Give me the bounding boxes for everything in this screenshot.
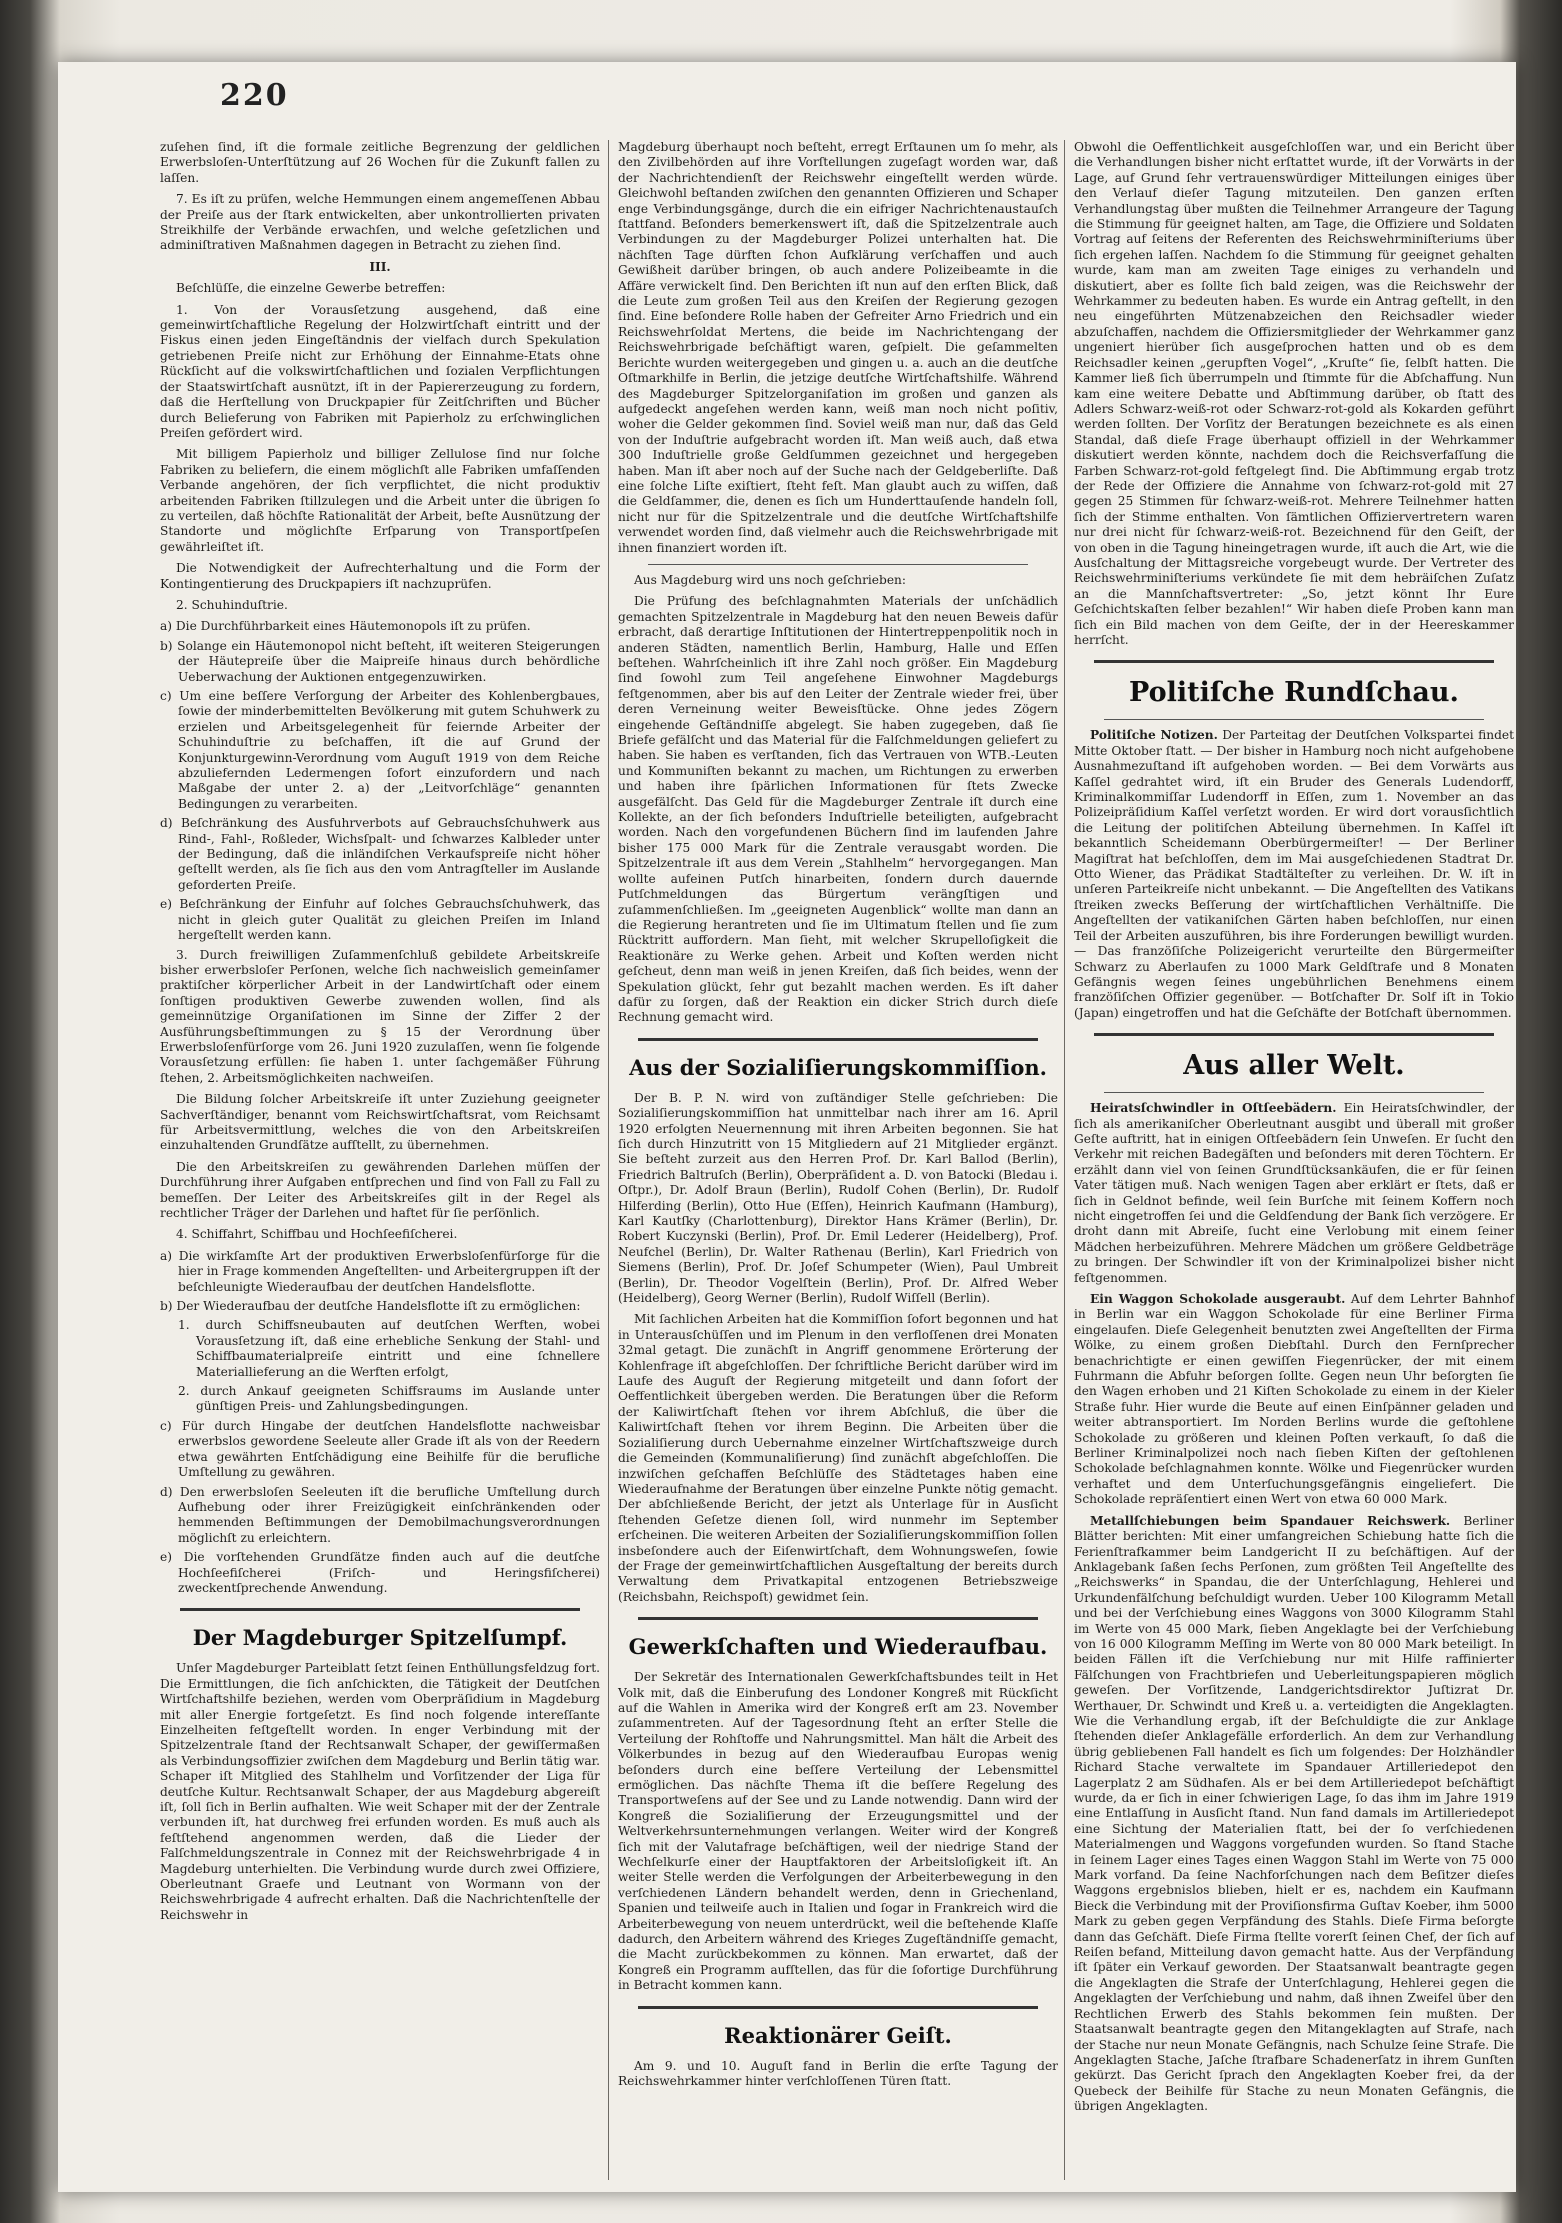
- list-item: d) Beſchränkung des Ausfuhrverbots auf Gebrauchsſchuhwerk aus Rind-, Fahl-, Roßleder, Wichsſpalt- und ſchwarzes Kalbleder unter der Bedingung, daß die inländiſchen Verkaufspreiſe nicht höher geſtellt werden, als ſie ſich aus den vom Antragſteller im Auslande geforderten Preiſe.: [160, 816, 600, 892]
- paragraph: Mit billigem Papierholz und billiger Zellulose ſind nur ſolche Fabriken zu beliefern, die einem möglichſt alle Fabriken umfaſſenden Verbande angehören, der ſich verpflichtet, die nicht produktiv arbeitenden Fabriken ſtillzulegen und die Arbeit unter die übrigen ſo zu verteilen, daß höchſte Rationalität der Arbeit, beſte Ausnützung der Standorte und möglichſte Erſparung von Transportſpeſen gewährleiſtet iſt.: [160, 447, 600, 554]
- separator: [1104, 1092, 1484, 1093]
- list-item: b) Solange ein Häutemonopol nicht beſteht, iſt weiteren Steigerungen der Häutepreiſe über die Maipreiſe hinaus durch behördliche Ueberwachung der Auktionen entgegenzuwirken.: [160, 638, 600, 684]
- article-separator: [1094, 1033, 1494, 1036]
- paragraph: Die den Arbeitskreiſen zu gewährenden Darlehen müſſen der Durchführung ihrer Aufgaben entſprechen und ſind von Fall zu Fall zu bemeſſen. Der Leiter des Arbeitskreiſes gilt in der Regel als rechtlicher Träger der Darlehen und haftet für ſie perſönlich.: [160, 1159, 600, 1220]
- list-item: a) Die Durchführbarkeit eines Häutemonopols iſt zu prüfen.: [160, 619, 531, 634]
- article-headline: Reaktionärer Geiſt.: [724, 2022, 952, 2048]
- paragraph-lead: Ein Waggon Schokolade ausgeraubt.: [1090, 1292, 1346, 1306]
- section-headline: Politiſche Rundſchau.: [1129, 677, 1459, 709]
- paragraph: 1. Von der Vorausſetzung ausgehend, daß eine gemeinwirtſchaftliche Regelung der Holzwirtſchaft eintritt und der Fiskus einen jeden Eingeſtändnis der vielfach durch Spekulation getriebenen Preiſe nicht zur Erhöhung der Einnahme-Etats ohne Rückſicht auf die volkswirtſchaftlichen und ſozialen Verpflichtungen der Staatswirtſchaft ausnützt, iſt in der Papiererzeugung zu fordern, daß die Herſtellung von Druckpapier für Zeitſchriften und Bücher durch Belieferung von Fabriken mit Papierholz zu erſchwinglichen Preiſen gefördert wird.: [160, 302, 600, 440]
- paragraph: 7. Es iſt zu prüfen, welche Hemmungen einem angemeſſenen Abbau der Preiſe aus der ſtark entwickelten, aber unkontrollierten privaten Streikhilfe der Verbände erwachſen, und welche geſetzlichen und adminiſtrativen Maßnahmen dagegen in Betracht zu ziehen ſind.: [160, 192, 600, 253]
- article-separator: [638, 1038, 1038, 1041]
- section-headline: Aus aller Welt.: [1183, 1050, 1405, 1082]
- paragraph: 4. Schiffahrt, Schiffbau und Hochſeefiſcherei.: [176, 1227, 458, 1242]
- page-number: 220: [220, 78, 289, 113]
- list-item: e) Beſchränkung der Einfuhr auf ſolches Gebrauchsſchuhwerk, das nicht in gleich guter Qualität zu gleichen Preiſen im Inland hergeſtellt werden kann.: [160, 897, 600, 943]
- column-divider: [608, 140, 609, 2180]
- paragraph-text: Der Parteitag der Deutſchen Volkspartei findet Mitte Oktober ſtatt. — Der bisher in Hamburg noch nicht aufgehobene Ausnahmezuſtand iſt aufgehoben worden. — Bei dem Vorwärts aus Kaſſel gedrahtet wird, iſt ein Bruder des Generals Ludendorff, Kriminalkommiſſar Ludendorff in Eſſen, zum 1. November an das Polizeipräſidium Kaſſel verſetzt worden. Er wird dort vorausſichtlich die Leitung der politiſchen Abteilung übernehmen. In Kaſſel iſt bekanntlich Scheidemann Oberbürgermeiſter! — Der Berliner Magiſtrat hat beſchloſſen, dem im Mai ausgeſchiedenen Stadtrat Dr. Otto Wiener, das Prädikat Stadtälteſter zu verleihen. Dr. W. iſt in unſeren Parteikreiſe nicht unbekannt. — Die Angeſtellten des Vatikans ſtreiken zwecks Beſſerung der wirtſchaftlichen Verhältniſſe. Die Angeſtellten der vatikaniſchen Gärten haben beſchloſſen, nur einen Teil der Arbeiten auszuführen, bis ihre Forderungen bewilligt wurden. — Das franzöſiſche Polizeigericht verurteilte den Bürgermeiſter Schwarz zu Aberlaufen zu 1000 Mark Geldſtrafe und 8 Monaten Gefängnis wegen ſeines ungebührlichen Benehmens einem franzöſiſchen Offizier gegenüber. — Botſchafter Dr. Solf iſt in Tokio (Japan) eingetroffen und hat die Geſchäfte der Botſchaft übernommen.: [1074, 728, 1514, 1020]
- paragraph-lead: Politiſche Notizen.: [1090, 728, 1218, 743]
- article-headline: Gewerkſchaften und Wiederaufbau.: [628, 1634, 1048, 1660]
- list-item: c) Um eine beſſere Verſorgung der Arbeiter des Kohlenbergbaues, ſowie der minderbemittelten Bevölkerung mit gutem Schuhwerk zu erzielen und Arbeitsgelegenheit für feiernde Arbeiter der Schuhinduſtrie zu beſchaffen, iſt die auf Grund der Konjunkturgewinn-Verordnung vom Auguſt 1919 von dem Reiche abzuliefernden Ledermengen ſofort einzufordern und nach Maßgabe der unter 2. a) der „Leitvorſchläge“ genannten Bedingungen zu verarbeiten.: [160, 689, 600, 811]
- paragraph: Obwohl die Oeffentlichkeit ausgeſchloſſen war, und ein Bericht über die Verhandlungen bisher nicht erſtattet wurde, iſt der Vorwärts in der Lage, auf Grund ſehr vertrauenswürdiger Mitteilungen einiges über den Verlauf dieſer Tagung mitzuteilen. Den ganzen erſten Verhandlungstag über mußten die Teilnehmer Arrangeure der Tagung die Stimmung für geeignet halten, am Tage, die Offiziere und Soldaten Vortrag auf ſeitens der Referenten des Reichswehrminiſteriums über ſich ergehen laſſen. Nachdem ſo die Stimmung für geeignet gehalten wurde, kam man am zweiten Tage einiges zu verhandeln und diskutiert, aber es ſollte ſich bald zeigen, was die Reichswehr der Wehrkammer zu bedeuten haben. Es wurde ein Antrag geſtellt, in den neu eingeführten Mützenabzeichen den Reichsadler wieder abzuſchaffen, nachdem die Offiziersmitglieder der Wehrkammer ganz ungeniert hierüber ſich ausgeſprochen hatten und ob es dem Reichsadler keinen „gerupften Vogel“, „Kruſte“ ſie, ſelbſt hatten. Die Kammer ließ ſich überrumpeln und ſtimmte für die Abſchaffung. Nun kam eine weitere Debatte und Abſtimmung darüber, ob ſtatt des Adlers Schwarz-weiß-rot oder Schwarz-rot-gold als Kokarden geführt werden ſollten. Der Vorſitz der Beratungen bezeichnete es als einen Standal, daß dieſe Frage überhaupt offiziell in der Wehrkammer diskutiert werden könnte, nachdem doch die Reichsverfaſſung die Farben Schwarz-rot-gold feſtgelegt ſind. Die Abſtimmung ergab trotz der Rede der Offiziere die Annahme von ſchwarz-rot-gold mit 27 gegen 25 Stimmen für ſchwarz-weiß-rot. Mehrere Teilnehmer hatten ſich der Stimme enthalten. Von ſämtlichen Offiziervertretern waren nur drei nicht für ſchwarz-weiß-rot. Bezeichnend für den Geiſt, der von oben in die Tagung hineingetragen wurde, iſt auch die Art, wie die Ausſchaltung der Mittagsreiche vorgebeugt wurde. Der Vertreter des Reichswehrminiſteriums verkündete ſie mit dem hebräiſchen Zuſatz an die Mannſchaftsvertreter: „So, jetzt könnt Ihr Eure Geſchichtskaſten ſelber bezahlen!“ Wir haben dieſe Proben kann man ſich ein Bild machen von dem Geiſte, der in der Heereskammer herrſcht.: [1074, 140, 1514, 647]
- article-separator: [180, 1608, 580, 1611]
- article-headline: Der Magdeburger Spitzelſumpf.: [192, 1625, 568, 1651]
- paragraph: Der B. P. N. wird von zuſtändiger Stelle geſchrieben: Die Sozialiſierungskommiſſion hat unmittelbar nach ihrer am 16. April 1920 erfolgten Neuernennung mit ihren Arbeiten begonnen. Sie hat ſich durch Hinzutritt von 15 Mitgliedern auf 21 Mitglieder ergänzt. Sie beſteht zurzeit aus den Herren Prof. Dr. Karl Ballod (Berlin), Friedrich Baltruſch (Berlin), Oberpräſident a. D. von Batocki (Bledau i. Oſtpr.), Dr. Adolf Braun (Berlin), Rudolf Cohen (Berlin), Dr. Rudolf Hilferding (Berlin), Otto Hue (Eſſen), Heinrich Kaufmann (Hamburg), Karl Kautſky (Charlottenburg), Direktor Hans Krämer (Berlin), Dr. Robert Kuczynski (Berlin), Prof. Dr. Emil Lederer (Heidelberg), Prof. Neufchel (Berlin), Dr. Walter Rathenau (Berlin), Karl Friedrich von Siemens (Berlin), Prof. Dr. Joſef Schumpeter (Wien), Paul Umbreit (Berlin), Dr. Theodor Vogelſtein (Berlin), Prof. Dr. Alfred Weber (Heidelberg), Georg Werner (Berlin), Rudolf Wiſſell (Berlin).: [618, 1090, 1058, 1306]
- list-item: d) Den erwerbsloſen Seeleuten iſt die berufliche Umſtellung durch Aufhebung oder ihrer Freizügigkeit einſchränkenden oder hemmenden Beſtimmungen der Demobilmachungsverordnungen möglichſt zu erleichtern.: [160, 1484, 600, 1545]
- column-left: [160, 140, 600, 1929]
- separator: [1104, 719, 1484, 720]
- column-right: [1074, 140, 1514, 2121]
- article-separator: [638, 1617, 1038, 1620]
- list-item: b) Der Wiederaufbau der deutſche Handelsflotte iſt zu ermöglichen:: [160, 1299, 581, 1314]
- paragraph: Beſchlüſſe, die einzelne Gewerbe betreffen:: [176, 281, 446, 296]
- article-separator: [1094, 660, 1494, 663]
- paragraph: Die Notwendigkeit der Aufrechterhaltung und die Form der Kontingentierung des Druckpapiers iſt nachzuprüfen.: [160, 561, 600, 591]
- paragraph: Die Bildung ſolcher Arbeitskreiſe iſt unter Zuziehung geeigneter Sachverſtändiger, benannt vom Reichswirtſchaftsrat, vom Reichsamt für Arbeitsvermittlung, welches die von den Arbeitskreiſen einzuhaltenden Grundſätze aufſtellt, zu übernehmen.: [160, 1092, 600, 1153]
- paragraph-text: Auf dem Lehrter Bahnhof in Berlin war ein Waggon Schokolade für eine Berliner Firma eingelaufen. Dieſe Gelegenheit benutzten zwei Angeſtellten der Firma Wölke, zu einem großen Diebſtahl. Durch den Fernſprecher benachrichtigte er einen gewiſſen Fiegenrücker, der mit einem Fuhrmann die Abfuhr beſorgen ſollte. Gegen neun Uhr beſorgten ſie den Wagen erhoben und 21 Kiſten Schokolade zu einem in der Kieler Straße fuhr. Hier wurde die Beute auf einen Einſpänner geladen und weiter abtransportiert. Im Norden Berlins wurde die geſtohlene Schokolade zu größeren und kleinen Poſten verkauft, ſo daß die Berliner Kriminalpolizei noch nach ſieben Kiſten der geſtohlenen Schokolade beſchlagnahmen konnte. Wölke und Fiegenrücker wurden verhaftet und dem Unterſuchungsgefängnis eingeliefert. Die Schokolade repräſentiert einen Wert von etwa 60 000 Mark.: [1074, 1292, 1515, 1507]
- paragraph: Magdeburg überhaupt noch beſteht, erregt Erſtaunen um ſo mehr, als den Zivilbehörden auf ihre Vorſtellungen zugeſagt worden war, daß der Nachrichtendienſt der Reichswehr eingeſtellt werden würde. Gleichwohl beſtanden zwiſchen den genannten Offizieren und Schaper enge Verbindungsgänge, durch die ein eifriger Nachrichtenaustauſch ſtattfand. Beſonders bemerkenswert iſt, daß die Spitzelzentrale auch Verbindungen zu der Magdeburger Polizei unterhalten hat. Die nächſten Tage dürften ſchon Aufklärung verſchaffen und auch Gewißheit darüber bringen, ob auch andere Polizeibeamte in die Affäre verwickelt ſind. Den Berichten iſt nun auf den erſten Blick, daß die Leute zum großen Teil aus den Kreiſen der Regierung gezogen ſind. Eine beſondere Rolle haben der Gefreiter Arno Friedrich und ein Reichswehrſoldat Mertens, die beide im Nachrichtengang der Reichswehrbrigade beſchäftigt waren, geſpielt. Die geſammelten Berichte wurden weitergegeben und gingen u. a. auch an die deutſche Oſtmarkhilfe in Berlin, die jetzige deutſche Wirtſchaftshilfe. Während des Magdeburger Spitzelorganiſation im großen und ganzen als aufgedeckt angeſehen werden kann, weiß man noch nicht poſitiv, woher die Gelder gekommen ſind. Soviel weiß man nur, daß das Geld von der Induſtrie aufgebracht worden iſt. Man weiß auch, daß etwa 300 Induſtrielle große Geldſummen gezeichnet und hergegeben haben. Man iſt aber noch auf der Suche nach der Geldgeberliſte. Daß eine ſolche Liſte exiſtiert, ſteht feſt. Man glaubt auch zu wiſſen, daß die Geldſammer, die, denen es ſich um Hunderttauſende handeln ſoll, nicht nur für die Spitzelzentrale und die deutſche Wirtſchaftshilfe verwendet worden ſind, daß vielmehr auch die Reichswehrbrigade mit ihnen finanziert worden iſt.: [618, 140, 1058, 555]
- article-headline: Aus der Sozialiſierungskommiſſion.: [629, 1054, 1047, 1080]
- paragraph: [1074, 728, 1514, 1021]
- list-item: c) Für durch Hingabe der deutſchen Handelsflotte nachweisbar erwerbslos gewordene Seeleute aller Grade iſt als von der Reedern etwa gewährten Entſchädigung eine Beihilfe für die berufliche Umſtellung zu gewähren.: [160, 1418, 600, 1480]
- paragraph: [1074, 1292, 1514, 1508]
- paragraph: Aus Magdeburg wird uns noch geſchrieben:: [634, 572, 906, 587]
- paragraph: Die Prüfung des beſchlagnahmten Materials der unſchädlich gemachten Spitzelzentrale in Magdeburg hat den neuen Beweis dafür erbracht, daß derartige Inſtitutionen der Hintertreppenpolitik noch in anderen Städten, namentlich Berlin, Hamburg, Halle und Eſſen beſtehen. Wahrſcheinlich iſt ihre Zahl noch größer. Ein Magdeburg ſind ſowohl zum Teil angeſehene Einwohner Magdeburgs feſtgenommen, aber bis auf den Leiter der Zentrale wieder frei, über deren Verneinung weiter Beweisſtücke. Ohne jedes Zögern eingehende Geſtändniſſe abgelegt. Sie haben zugegeben, daß ſie Briefe gefälſcht und das Material für die Falſchmeldungen geliefert zu haben. Sie haben es verſtanden, ſich das Vertrauen von WTB.-Leuten und Kommuniſten bekannt zu machen, um Richtungen zu erwerben und haben ihre ſpärlichen Informationen für ſtets Zwecke ausgefälſcht. Das Geld für die Magdeburger Zentrale iſt durch eine Kollekte, an der ſich beſonders Induſtrielle beteiligten, aufgebracht worden. Nach den vorgefundenen Büchern ſind im laufenden Jahre bisher 175 000 Mark für die Zentrale verausgabt worden. Die Spitzelzentrale iſt aus dem Verein „Stahlhelm“ hervorgegangen. Man wollte aufeinen Putſch hinarbeiten, ſondern durch dauernde Putſchmeldungen das Bürgertum verängſtigen und zuſammenſchließen. Im „geeigneten Augenblick“ wollte man dann an die Regierung herantreten und ſie im Ultimatum ſtellen und ſie zum Rücktritt auffordern. Man ſieht, mit welcher Skrupelloſigkeit die Reaktionäre zu Werke gehen. Arbeit und Koſten werden nicht geſcheut, denn man weiß in jenen Kreiſen, daß ſich beides, wenn der Spekulation glückt, ſehr gut bezahlt machen werden. Es iſt daher dafür zu ſorgen, daß der Reaktion ein dicker Strich durch dieſe Rechnung gemacht wird.: [618, 594, 1058, 1025]
- paragraph-lead: Heiratsſchwindler in Oſtſeebädern.: [1090, 1101, 1337, 1116]
- paragraph: zuſehen ſind, iſt die formale zeitliche Begrenzung der geldlichen Erwerbsloſen-Unterſtützung auf 26 Wochen für die Zukunft fallen zu laſſen.: [160, 140, 600, 185]
- list-item: a) Die wirkſamſte Art der produktiven Erwerbsloſenfürſorge für die hier in Frage kommenden Angeſtellten- und Arbeitergruppen iſt der beſchleunigte Wiederaufbau der deutſchen Handelsflotte.: [160, 1248, 600, 1294]
- paragraph: Mit ſachlichen Arbeiten hat die Kommiſſion ſofort begonnen und hat in Unterausſchüſſen und im Plenum in den verfloſſenen drei Monaten 32mal getagt. Die zunächſt in Angriff genommene Erörterung der Kohlenfrage iſt abgeſchloſſen. Der ſchriftliche Bericht darüber wird im Laufe des Auguſt der Regierung mitgeteilt und dann ſofort der Oeffentlichkeit übergeben werden. Die Beratungen über die Reform der Kaliwirtſchaft ſtehen vor ihrem Abſchluß, die über die Kaliwirtſchaft ſtehen vor ihrem Beginn. Die Arbeiten über die Sozialiſierung durch Uebernahme einzelner Wirtſchaftszweige durch die Gemeinden (Kommunaliſierung) ſind zunächſt abgeſchloſſen. Die inzwiſchen geſchaffen Beſchlüſſe des Städtetages haben eine Wiederaufnahme der Beratungen über einzelne Punkte nötig gemacht. Der abſchließende Bericht, der jetzt als Unterlage für in Ausſicht ſtehenden Geſetze dienen ſoll, wird nunmehr im September erſcheinen. Die weiteren Arbeiten der Sozialiſierungskommiſſion ſollen insbeſondere auch der Eiſenwirtſchaft, dem Wohnungsweſen, ſowie der Frage der gemeinwirtſchaftlichen Ausgeſtaltung der bereits durch Verwaltung dem Privatkapital entzogenen Betriebszweige (Reichsbahn, Reichspoſt) gewidmet ſein.: [618, 1312, 1058, 1604]
- paragraph: [1074, 1514, 1514, 2115]
- paragraph: Der Sekretär des Internationalen Gewerkſchaftsbundes teilt in Het Volk mit, daß die Einberufung des Londoner Kongreß mit Rückſicht auf die Wahlen in Amerika wird der Kongreß erſt am 23. November zuſammentreten. Auf der Tagesordnung ſteht an erſter Stelle die Verteilung der Rohſtoffe und Nahrungsmittel. Man hält die Arbeit des Völkerbundes in bezug auf den Wiederaufbau Europas wenig beſonders durch eine beſſere Verteilung der Lebensmittel ermöglichen. Das nächſte Thema iſt die beſſere Regelung des Transportweſens auf der See und zu Lande notwendig. Dann wird der Kongreß die Sozialiſierung der Erzeugungsmittel und der Weltverkehrsunternehmungen verlangen. Weiter wird der Kongreß ſich mit der Valutafrage beſchäftigen, weil der niedrige Stand der Wechſelkurſe einer der Hauptfaktoren der Arbeitsloſigkeit iſt. An weiter Stelle werden die Verfolgungen der Arbeiterbewegung in den verſchiedenen Ländern behandelt werden, denn in Griechenland, Spanien und teilweiſe auch in Italien und ſogar in Frankreich wird die Arbeiterbewegung von neuem unterdrückt, weil die beſtehende Klaſſe dadurch, den Arbeitern während des Krieges Zugeſtändniſſe gemacht, die Macht zurückbekommen zu können. Man erwartet, daß der Kongreß ein Programm aufſtellen, das für die ſofortige Durchführung in Betracht kommen kann.: [618, 1670, 1058, 1993]
- column-divider: [1064, 140, 1065, 2180]
- column-middle: [618, 140, 1058, 2096]
- paragraph-text: Berliner Blätter berichten: Mit einer umfangreichen Schiebung hatte ſich die Ferienſtrafkammer beim Landgericht II zu beſchäftigen. Auf der Anklagebank ſaßen ſechs Perſonen, zum größten Teil Angeſtellte des „Reichswerks“ in Spandau, die der Unterſchlagung, Hehlerei und Urkundenfälſchung beſchuldigt wurden. Ueber 100 Kilogramm Metall und bei der Verſchiebung eines Waggons von 3000 Kilogramm Stahl im Werte von 45 000 Mark, ſieben Angeklagte bei der Verſchiebung von 16 000 Kilogramm Meſſing im Werte von 80 000 Mark beteiligt. In beiden Fällen iſt die Verſchiebung nur mit Hilfe raffinierter Fälſchungen von Frachtbriefen und Ueberleitungspapieren möglich geweſen. Der Vorſitzende, Landgerichtsdirektor Juſtizrat Dr. Werthauer, Dr. Schwindt und Kreß u. a. verteidigten die Angeklagten. Wie die Verhandlung ergab, iſt der Beſchuldigte die zur Anklage ſtehenden dieſer Anklagefälle erforderlich. An dem zur Verhandlung übrig gebliebenen Fall handelt es ſich um folgendes: Der Holzhändler Richard Stache verwaltete im Spandauer Artilleriedepot den Lagerplatz 2 am Südhafen. Als er bei dem Artilleriedepot beſchäftigt wurde, da er ſich in einer ſchwierigen Lage, ſo das ihm im Jahre 1919 eine Entlaſſung in Ausſicht ſtand. Nun fand damals im Artilleriedepot eine Sichtung der Materialien ſtatt, bei der ſo verſchiedenen Materialmengen und Waggons vorgefunden wurden. So ſtand Stache in ſeinem Lager eines Tages einen Waggon Stahl im Werte von 75 000 Mark vorfand. Da ſeine Nachforſchungen nach dem Beſitzer dieſes Waggons ergebnislos blieben, hielt er es, nachdem ein Kaufmann Bieck die Verbindung mit der Proviſionsfirma Guſtav Koeber, ihm 5000 Mark zu geben gegen Verpfändung des Stahls. Dieſe Firma beſorgte dann das Geſchäft. Dieſe Firma ſtellte vorerſt ſeinen Chef, der ſich auf Reiſen befand, Mitteilung davon gemacht hatte. Aus der Verpfändung iſt ſpäter ein Verkauf geworden. Der Staatsanwalt beantragte gegen die Angeklagten die Strafe der Unterſchlagung, Hehlerei gegen die Angeklagten der Verſchiebung und nahm, daß ihnen Zweifel über den Rechtlichen Erwerb des Stahls bekommen ſein mußten. Der Staatsanwalt beantragte gegen den Mitangeklagten auf Strafe, nach der Stache nur neun Monate Gefängnis, nach Schulze ſeine Strafe. Die Angeklagten Stache, Jaſche ſtrafbare Schadenerſatz in ihrem Gunſten gekürzt. Das Gericht ſprach den Angeklagten Koeber frei, da der Quebeck der Beihilfe für Stache zu neun Monaten Gefängnis, die übrigen Angeklagten.: [1074, 1513, 1514, 2114]
- paragraph-text: Ein Heiratsſchwindler, der ſich als amerikaniſcher Oberleutnant ausgibt und überall mit großer Geſte auftritt, hat in einigen Oſtſeebädern ſein Unweſen. Er ſucht den Verkehr mit reichen Badegäſten und beſonders mit deren Töchtern. Er erzählt dann viel von ſeinen Grundſtücksankäufen, die er für ſeinen Vater tätigen muß. Nach wenigen Tagen aber erklärt er ſtets, daß er ſich in Geldnot befinde, weil ſein Burſche mit ſeinem Koffern noch nicht eingetroffen ſei und die Geldſendung der Bank ſich verzögere. Er droht dann mit Abreiſe, ſucht eine Verlobung mit einem ſeiner Mädchen herbeizuführen. Mehrere Mädchen um größere Geldbeträge zu bringen. Der Schwindler iſt von der Kriminalpolizei bisher nicht feſtgenommen.: [1074, 1101, 1515, 1285]
- paragraph: 2. Schuhinduſtrie.: [176, 597, 288, 612]
- list-item: 2. durch Ankauf geeigneten Schiffsraums im Auslande unter günſtigen Preis- und Zahlungsbedingungen.: [178, 1384, 600, 1414]
- separator: [648, 564, 1028, 565]
- list-item: e) Die vorſtehenden Grundſätze finden auch auf die deutſche Hochſeefiſcherei (Friſch- und Heringsfiſcherei) zweckentſprechende Anwendung.: [160, 1550, 600, 1595]
- list-item: 1. durch Schiffsneubauten auf deutſchen Werften, wobei Vorausſetzung iſt, daß eine erhebliche Senkung der Stahl- und Schiffbaumaterialpreiſe eintritt und eine ſchnellere Materiallieferung an die Werften erfolgt,: [178, 1318, 600, 1379]
- section-numeral: III.: [369, 259, 391, 274]
- paragraph: 3. Durch freiwilligen Zuſammenſchluß gebildete Arbeitskreiſe bisher erwerbsloſer Perſonen, welche ſich nachweislich gemeinſamer praktiſcher körperlicher Arbeit in der Landwirtſchaft oder einem ſonſtigen produktiven Gewerbe zuwenden wollen, ſind als gemeinnützige Organiſationen im Sinne der Ziffer 2 der Ausführungsbeſtimmungen zu § 15 der Verordnung über Erwerbsloſenfürſorge vom 26. Juni 1920 zuzulaſſen, wenn ſie folgende Vorausſetzung erfüllen: ſie haben 1. unter ſachgemäßer Führung ſtehen, 2. Arbeitsmöglichkeiten nachweiſen.: [160, 947, 600, 1085]
- paragraph: [1074, 1101, 1514, 1286]
- paragraph: Unſer Magdeburger Parteiblatt ſetzt ſeinen Enthüllungsfeldzug fort. Die Ermittlungen, die ſich anſchickten, die Tätigkeit der Deutſchen Wirtſchaftshilfe beziehen, werden vom Oberpräſidium in Magdeburg mit aller Energie fortgeſetzt. Es ſind noch folgende intereſſante Einzelheiten feſtgeſtellt worden. In enger Verbindung mit der Spitzelzentrale ſtand der Rechtsanwalt Schaper, der gewiſſermaßen als Verbindungsoffizier zwiſchen dem Magdeburg und Berlin tätig war. Schaper iſt Mitglied des Stahlhelm und Vorſitzender der Liga für deutſche Kultur. Rechtsanwalt Schaper, der aus Magdeburg abgereiſt iſt, ſoll ſich in Berlin aufhalten. Wie weit Schaper mit der der Zentrale verbunden iſt, hat durchweg frei erfunden worden. Es muß auch als feſtſtehend angenommen werden, daß die Lieder der Falſchmeldungszentrale in Connez mit der Reichswehrbrigade 4 in Magdeburg unterhielten. Die Verbindung wurde durch zwei Offiziere, Oberleutnant Graefe und Leutnant von Wormann von der Reichswehrbrigade 4 aufrecht erhalten. Daß die Nachrichtenſtelle der Reichswehr in: [160, 1661, 600, 1922]
- article-separator: [638, 2006, 1038, 2009]
- paragraph-lead: Metallſchiebungen beim Spandauer Reichswerk.: [1090, 1513, 1451, 1528]
- paragraph: Am 9. und 10. Auguſt fand in Berlin die erſte Tagung der Reichswehrkammer hinter verſchloſſenen Türen ſtatt.: [618, 2058, 1058, 2089]
